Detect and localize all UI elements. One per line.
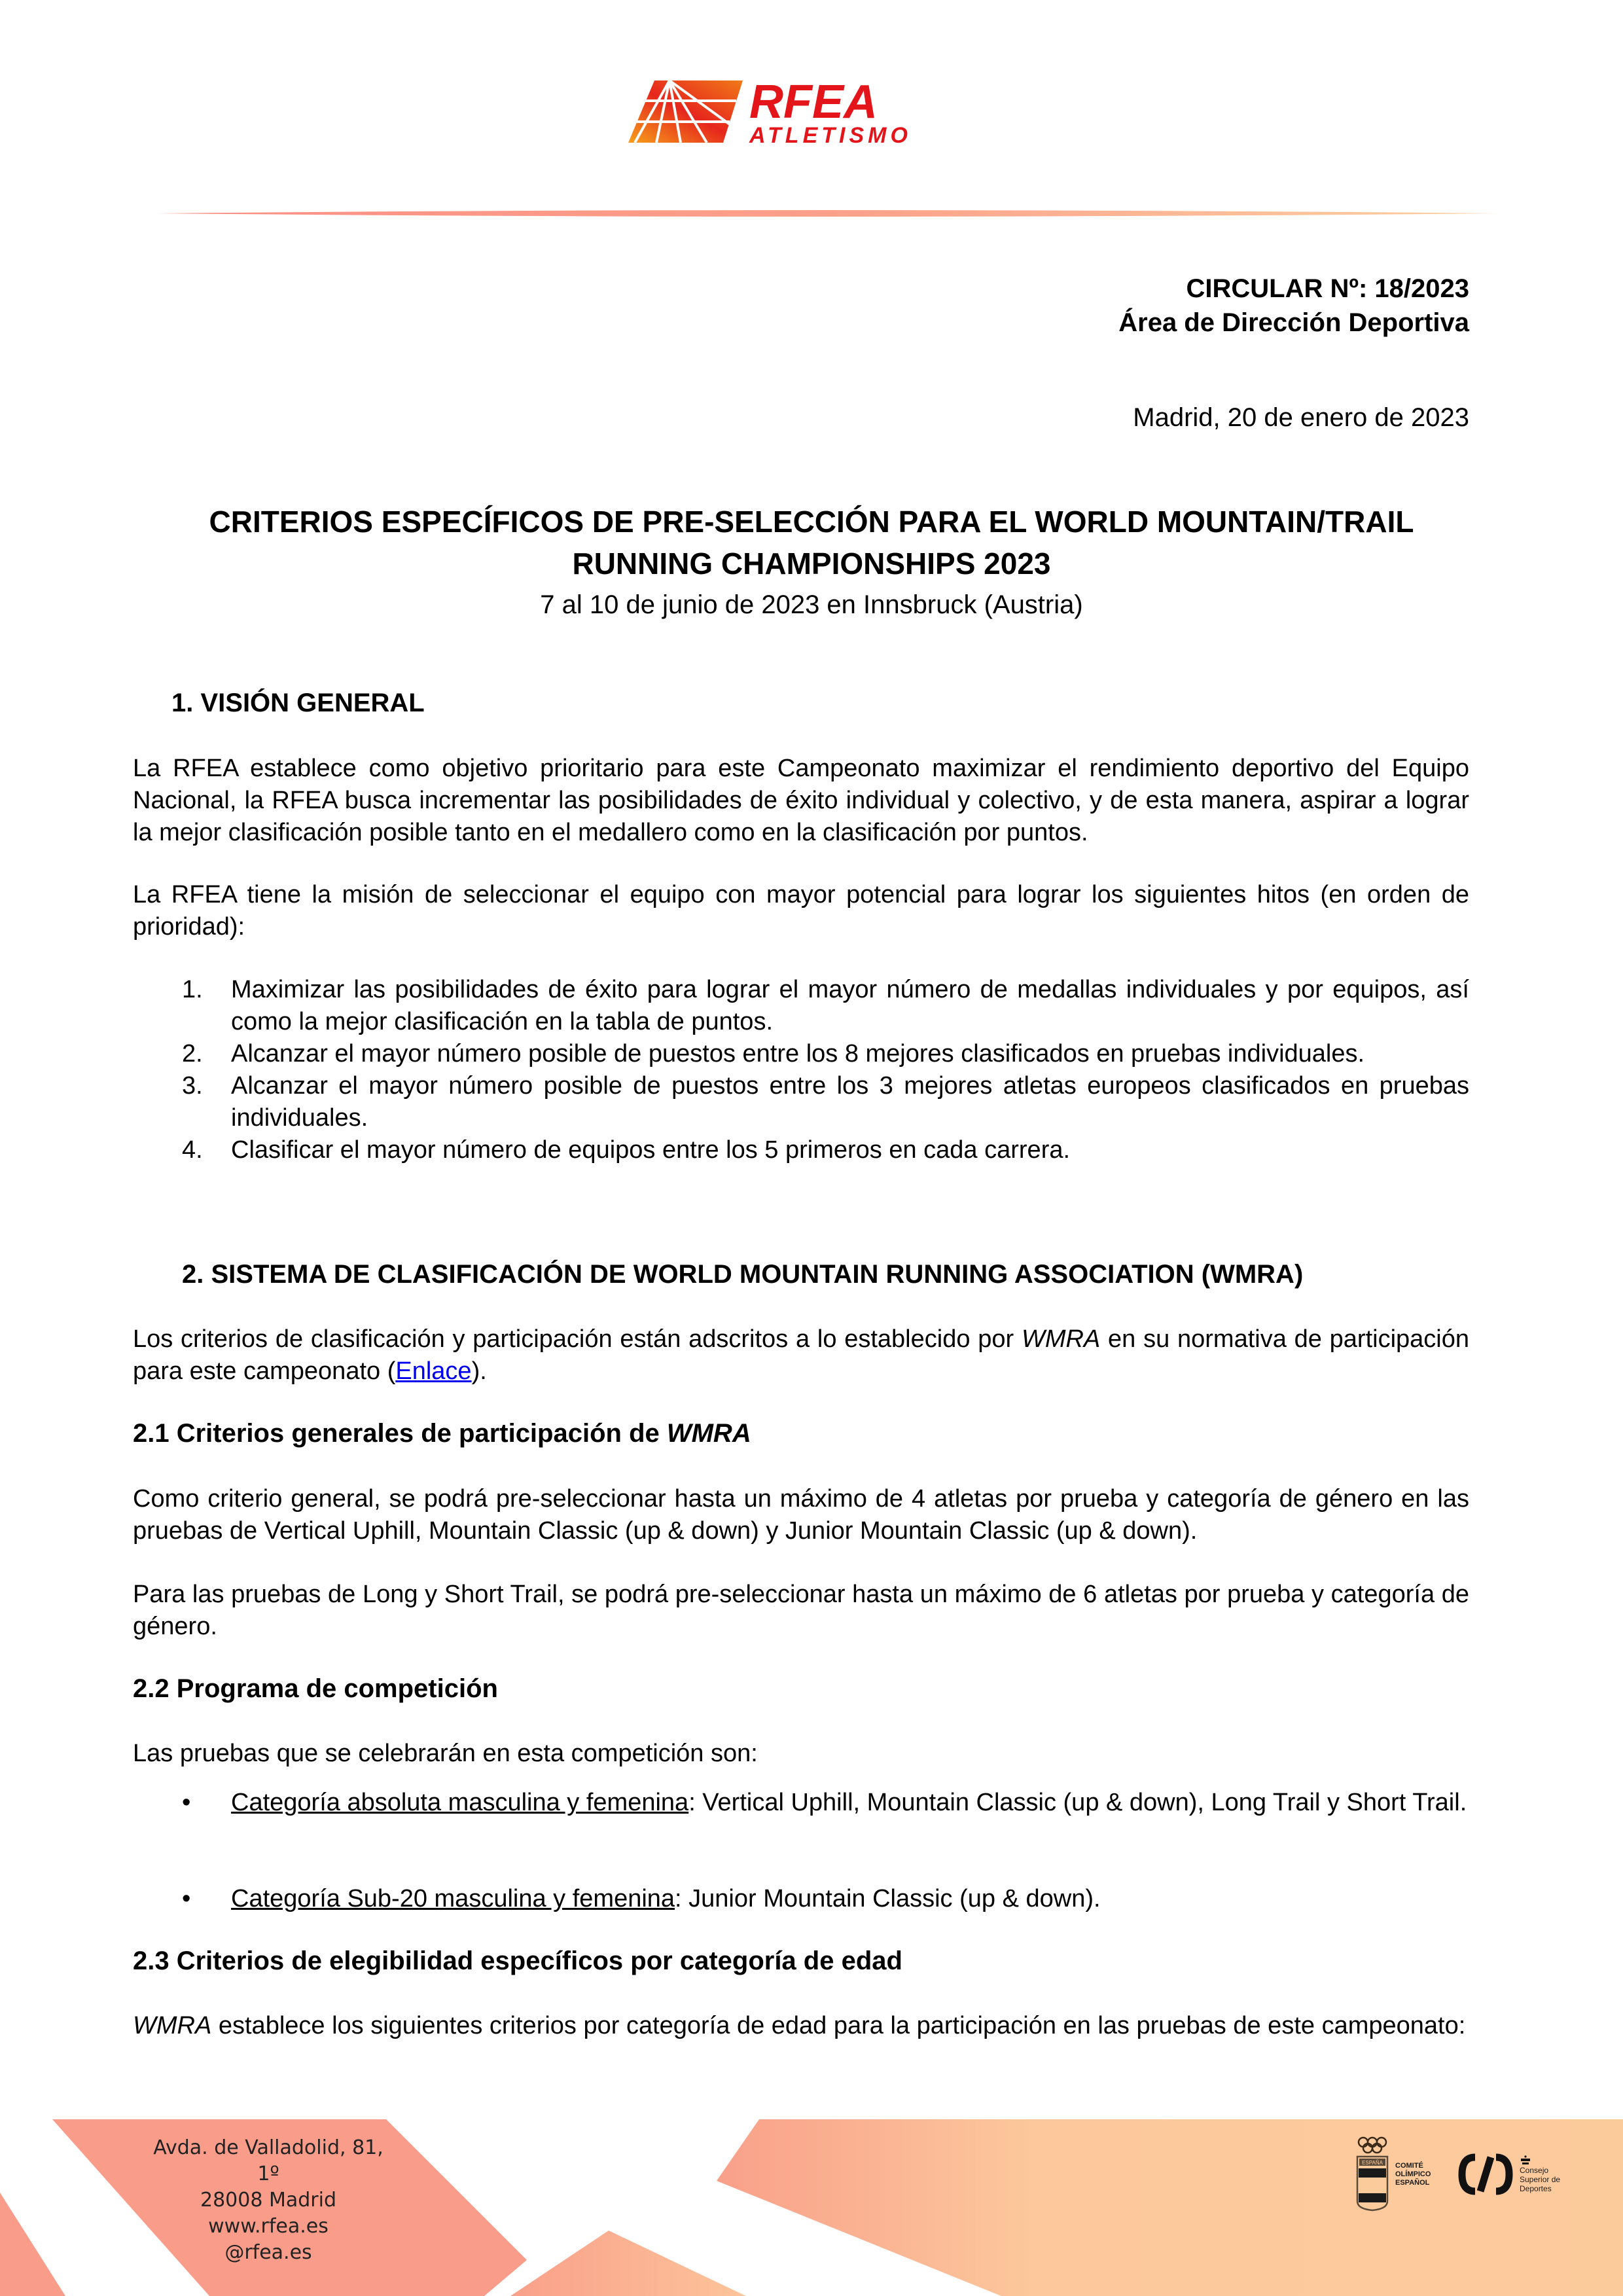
department: Área de Dirección Deportiva bbox=[1118, 308, 1469, 337]
list-number: 1. bbox=[182, 976, 203, 1003]
social-handle[interactable]: @rfea.es bbox=[224, 2241, 312, 2264]
crown-icon bbox=[1520, 2155, 1531, 2166]
header-divider bbox=[157, 208, 1499, 219]
document-subtitle: 7 al 10 de junio de 2023 en Innsbruck (Austria) bbox=[540, 590, 1083, 619]
wmra-term: WMRA bbox=[133, 2012, 212, 2039]
website-link[interactable]: www.rfea.es bbox=[208, 2215, 329, 2238]
list-item-text: Alcanzar el mayor número posible de puestos entre los 3 mejores atletas europeos clasificados en pruebas individuales. bbox=[231, 1072, 1469, 1132]
intro-text: en su normativa de participación para este campeonato ( bbox=[133, 1325, 1469, 1385]
wmra-term: WMRA bbox=[1021, 1325, 1101, 1353]
list-number: 4. bbox=[182, 1136, 203, 1164]
section-1-heading: 1. VISIÓN GENERAL bbox=[171, 689, 425, 717]
address-street: Avda. de Valladolid, 81, 1º bbox=[153, 2136, 383, 2185]
list-item bbox=[133, 1787, 1469, 1819]
list-item bbox=[133, 974, 1469, 1038]
enlace-link[interactable]: Enlace bbox=[395, 1357, 472, 1385]
csd-logo bbox=[1458, 2153, 1571, 2195]
heading-text: 2.1 Criterios generales de participación de bbox=[133, 1419, 667, 1448]
section-1-paragraph-1: La RFEA establece como objetivo prioritario para este Campeonato maximizar el rendimiento deportivo del Equipo Nacional, la RFEA busca incrementar las posibilidades de éxito individual y colectivo, y de esta manera, aspirar a lograr la mejor clasificación posible tanto en el medallero como en la clasificación por puntos. bbox=[133, 755, 1469, 846]
footer-address bbox=[141, 2135, 396, 2266]
subsection-2-2-intro: Las pruebas que se celebrarán en esta competición son: bbox=[133, 1740, 758, 1767]
list-item bbox=[133, 1038, 1469, 1070]
category-events: : Vertical Uphill, Mountain Classic (up & down), Long Trail y Short Trail. bbox=[688, 1789, 1467, 1816]
list-item-text: Maximizar las posibilidades de éxito para lograr el mayor número de medallas individuales y por equipos, así como la mejor clasificación en la tabla de puntos. bbox=[231, 976, 1469, 1035]
intro-text: Los criterios de clasificación y participación están adscritos a lo establecido por bbox=[133, 1325, 1022, 1353]
subsection-2-1-paragraph-2: Para las pruebas de Long y Short Trail, se podrá pre-seleccionar hasta un máximo de 6 atletas por prueba y categoría de género. bbox=[133, 1581, 1469, 1640]
category-label: Categoría Sub-20 masculina y femenina bbox=[231, 1885, 675, 1912]
circular-number: CIRCULAR Nº: 18/2023 bbox=[1186, 274, 1469, 303]
section-2-heading: 2. SISTEMA DE CLASIFICACIÓN DE WORLD MOUNTAIN RUNNING ASSOCIATION (WMRA) bbox=[182, 1260, 1304, 1289]
coe-emblem-icon bbox=[1355, 2136, 1390, 2213]
list-item bbox=[133, 1883, 1469, 1915]
csd-emblem-icon bbox=[1458, 2153, 1514, 2195]
coe-shield-text: ESPAÑA bbox=[1362, 2160, 1383, 2166]
logo-main-text: RFEA bbox=[749, 77, 878, 128]
section-1-paragraph-2: La RFEA tiene la misión de seleccionar el equipo con mayor potencial para lograr los siguientes hitos (en orden de prioridad): bbox=[133, 881, 1469, 941]
list-number: 2. bbox=[182, 1040, 203, 1067]
goals-list bbox=[133, 974, 1469, 1166]
list-item-text: Alcanzar el mayor número posible de puestos entre los 8 mejores clasificados en pruebas individuales. bbox=[231, 1040, 1365, 1067]
list-item-text: Clasificar el mayor número de equipos entre los 5 primeros en cada carrera. bbox=[231, 1136, 1071, 1164]
category-label: Categoría absoluta masculina y femenina bbox=[231, 1789, 689, 1816]
bullet-icon: • bbox=[182, 1789, 191, 1816]
sponsor-logos bbox=[1355, 2135, 1571, 2214]
intro-text: ). bbox=[471, 1357, 487, 1385]
logo-sub-text: ATLETISMO bbox=[749, 123, 912, 148]
date-line: Madrid, 20 de enero de 2023 bbox=[1133, 403, 1469, 432]
section-2-intro bbox=[133, 1323, 1469, 1388]
subsection-2-1-paragraph-1: Como criterio general, se podrá pre-seleccionar hasta un máximo de 4 atletas por prueba y categoría de género en las pruebas de Vertical Uphill, Mountain Classic (up & down) y Junior Mountain Classic (up & down). bbox=[133, 1485, 1469, 1545]
document-title bbox=[131, 501, 1492, 584]
subsection-2-1-heading bbox=[133, 1419, 751, 1448]
rfea-logo bbox=[625, 77, 952, 149]
list-number: 3. bbox=[182, 1072, 203, 1100]
list-item bbox=[133, 1070, 1469, 1134]
bullet-icon: • bbox=[182, 1885, 191, 1912]
coe-text: COMITÉ OLÍMPICO ESPAÑOL bbox=[1395, 2161, 1431, 2187]
subsection-2-3-paragraph bbox=[133, 2010, 1469, 2042]
subsection-2-2-heading: 2.2 Programa de competición bbox=[133, 1674, 498, 1703]
events-list bbox=[133, 1787, 1469, 1819]
subsection-2-3-heading: 2.3 Criterios de elegibilidad específicos por categoría de edad bbox=[133, 1946, 902, 1975]
coe-logo bbox=[1355, 2136, 1441, 2213]
csd-text: Consejo Superior de Deportes bbox=[1520, 2166, 1561, 2193]
address-city: 28008 Madrid bbox=[200, 2189, 336, 2212]
circular-header bbox=[1118, 272, 1469, 340]
paragraph-text: establece los siguientes criterios por categoría de edad para la participación en las pruebas de este campeonato: bbox=[211, 2012, 1466, 2039]
title-line-2: RUNNING CHAMPIONSHIPS 2023 bbox=[572, 547, 1051, 581]
wmra-term: WMRA bbox=[666, 1419, 751, 1448]
title-line-1: CRITERIOS ESPECÍFICOS DE PRE-SELECCIÓN PARA EL WORLD MOUNTAIN/TRAIL bbox=[209, 505, 1414, 539]
events-list bbox=[133, 1883, 1469, 1915]
category-events: : Junior Mountain Classic (up & down). bbox=[675, 1885, 1101, 1912]
list-item bbox=[133, 1134, 1469, 1166]
